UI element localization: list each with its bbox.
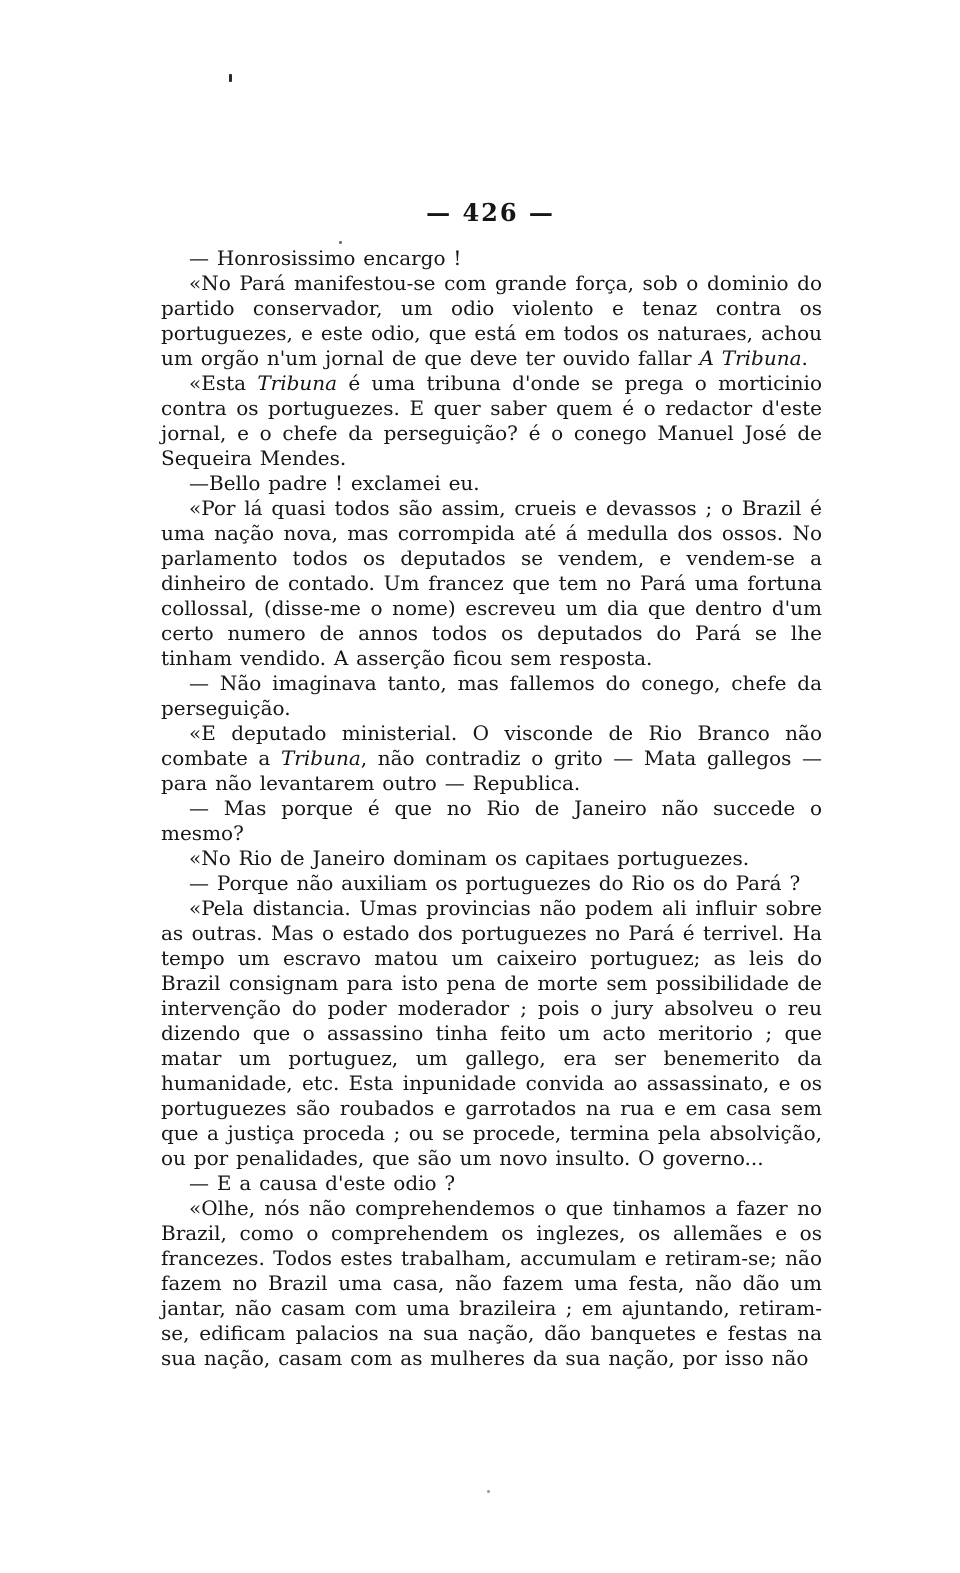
paragraph [161,721,822,796]
paragraph [161,896,822,1171]
ink-speck [487,1490,490,1493]
ink-speck [229,74,232,82]
text-run: «E deputado ministerial. O visconde de Rio Branco não combate a [161,721,822,770]
paragraph [161,246,822,271]
paragraph [161,671,822,721]
paragraph [161,496,822,671]
text-run: «Pela distancia. Umas provincias não podem ali influir sobre as outras. Mas o estado dos portuguezes no Pará é terrivel. Ha tempo um escravo matou um caixeiro portuguez; as leis do Brazil consignam para isto pena de morte sem possibilidade de intervenção do poder moderador ; pois o jury absolveu o reu dizendo que o assassino tinha feito um acto meritorio ; que matar um portuguez, um gallego, era ser benemerito da humanidade, etc. Esta inpunidade convida ao assassinato, e os portuguezes são roubados e garrotados na rua e em casa sem que a justiça proceda ; ou se procede, termina pela absolvição, ou por penalidades, que são um novo insulto. O governo... [161,896,822,1170]
italic-run: Tribuna [280,746,361,770]
text-run: «No Rio de Janeiro dominam os capitaes portuguezes. [189,846,750,870]
text-run: — Porque não auxiliam os portuguezes do Rio os do Pará ? [189,871,801,895]
text-run: — Honrosissimo encargo ! [189,246,462,270]
text-run: «Esta [189,371,258,395]
text-run: «No Pará manifestou-se com grande força, sob o dominio do partido conservador, um odio violento e tenaz contra os portuguezes, e este odio, que está em todos os naturaes, achou um orgão n'um jornal de que deve ter ouvido fallar [161,271,822,370]
italic-run: Tribuna [257,371,338,395]
page-text [161,246,822,1371]
text-run: — Mas porque é que no Rio de Janeiro não succede o mesmo? [161,796,822,845]
paragraph [161,871,822,896]
paragraph [161,271,822,371]
paragraph [161,1196,822,1371]
paragraph [161,796,822,846]
text-run: , não contradiz o grito — Mata gallegos — para não levantarem outro — Republica. [161,746,822,795]
page-number: — 426 — [426,198,555,227]
text-run: — E a causa d'este odio ? [189,1171,456,1195]
text-run: é uma tribuna d'onde se prega o morticinio contra os portuguezes. E quer saber quem é o redactor d'este jornal, e o chefe da perseguição? é o conego Manuel José de Sequeira Mendes. [161,371,822,470]
ink-speck [339,241,342,244]
text-run: — Não imaginava tanto, mas fallemos do conego, chefe da perseguição. [161,671,822,720]
paragraph [161,846,822,871]
text-run: «Por lá quasi todos são assim, crueis e devassos ; o Brazil é uma nação nova, mas corrompida até á medulla dos ossos. No parlamento todos os deputados se vendem, e vendem-se a dinheiro de contado. Um francez que tem no Pará uma fortuna collossal, (disse-me o nome) escreveu um dia que dentro d'um certo numero de annos todos os deputados do Pará se lhe tinham vendido. A asserção ficou sem resposta. [161,496,822,670]
paragraph [161,371,822,471]
text-run: «Olhe, nós não comprehendemos o que tinhamos a fazer no Brazil, como o comprehendem os inglezes, os allemães e os francezes. Todos estes trabalham, accumulam e retiram-se; não fazem no Brazil uma casa, não fazem uma festa, não dão um jantar, não casam com uma brazileira ; em ajuntando, retiram-se, edificam palacios na sua nação, dão banquetes e festas na sua nação, casam com as mulheres da sua nação, por isso não [161,1196,822,1370]
paragraph [161,1171,822,1196]
text-run: . [801,346,808,370]
italic-run: A Tribuna [699,346,802,370]
text-run: —Bello padre ! exclamei eu. [189,471,480,495]
paragraph [161,471,822,496]
